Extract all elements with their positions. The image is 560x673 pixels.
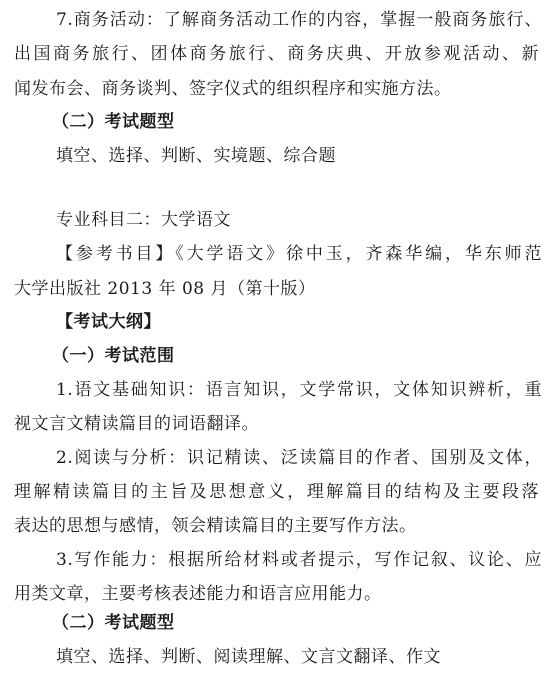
- paragraph-line: 3.写作能力：根据所给材料或者提示，写作记叙、议论、应: [56, 550, 542, 570]
- paragraph-line: 视文言文精读篇目的词语翻译。: [14, 414, 259, 434]
- subject-heading: 专业科目二：大学语文: [56, 210, 231, 230]
- section-heading: （二）考试题型: [52, 613, 175, 633]
- paragraph-line: 出国商务旅行、团体商务旅行、商务庆典、开放参观活动、新: [14, 44, 539, 64]
- paragraph-line: 7.商务活动：了解商务活动工作的内容，掌握一般商务旅行、: [56, 10, 542, 30]
- paragraph-line: 1.语文基础知识：语言知识，文学常识，文体知识辨析，重: [56, 380, 542, 400]
- outline-heading: 【考试大纲】: [56, 312, 161, 332]
- paragraph-line: 2.阅读与分析：识记精读、泛读篇目的作者、国别及文体，: [56, 448, 542, 468]
- reference-line: 【参考书目】《大学语文》徐中玉，齐森华编，华东师范: [56, 244, 542, 264]
- section-heading: （二）考试题型: [52, 112, 175, 132]
- reference-line: 大学出版社 2013 年 08 月（第十版）: [14, 279, 316, 299]
- paragraph-line: 填空、选择、判断、阅读理解、文言文翻译、作文: [56, 647, 441, 667]
- section-heading: （一）考试范围: [52, 346, 175, 366]
- paragraph-line: 用类文章，主要考核表述能力和语言应用能力。: [14, 584, 382, 604]
- paragraph-line: 理解精读篇目的主旨及思想意义，理解篇目的结构及主要段落: [14, 482, 539, 502]
- paragraph-line: 表达的思想与感情，领会精读篇目的主要写作方法。: [14, 516, 417, 536]
- paragraph-line: 闻发布会、商务谈判、签字仪式的组织程序和实施方法。: [14, 79, 452, 99]
- paragraph-line: 填空、选择、判断、实境题、综合题: [56, 146, 336, 166]
